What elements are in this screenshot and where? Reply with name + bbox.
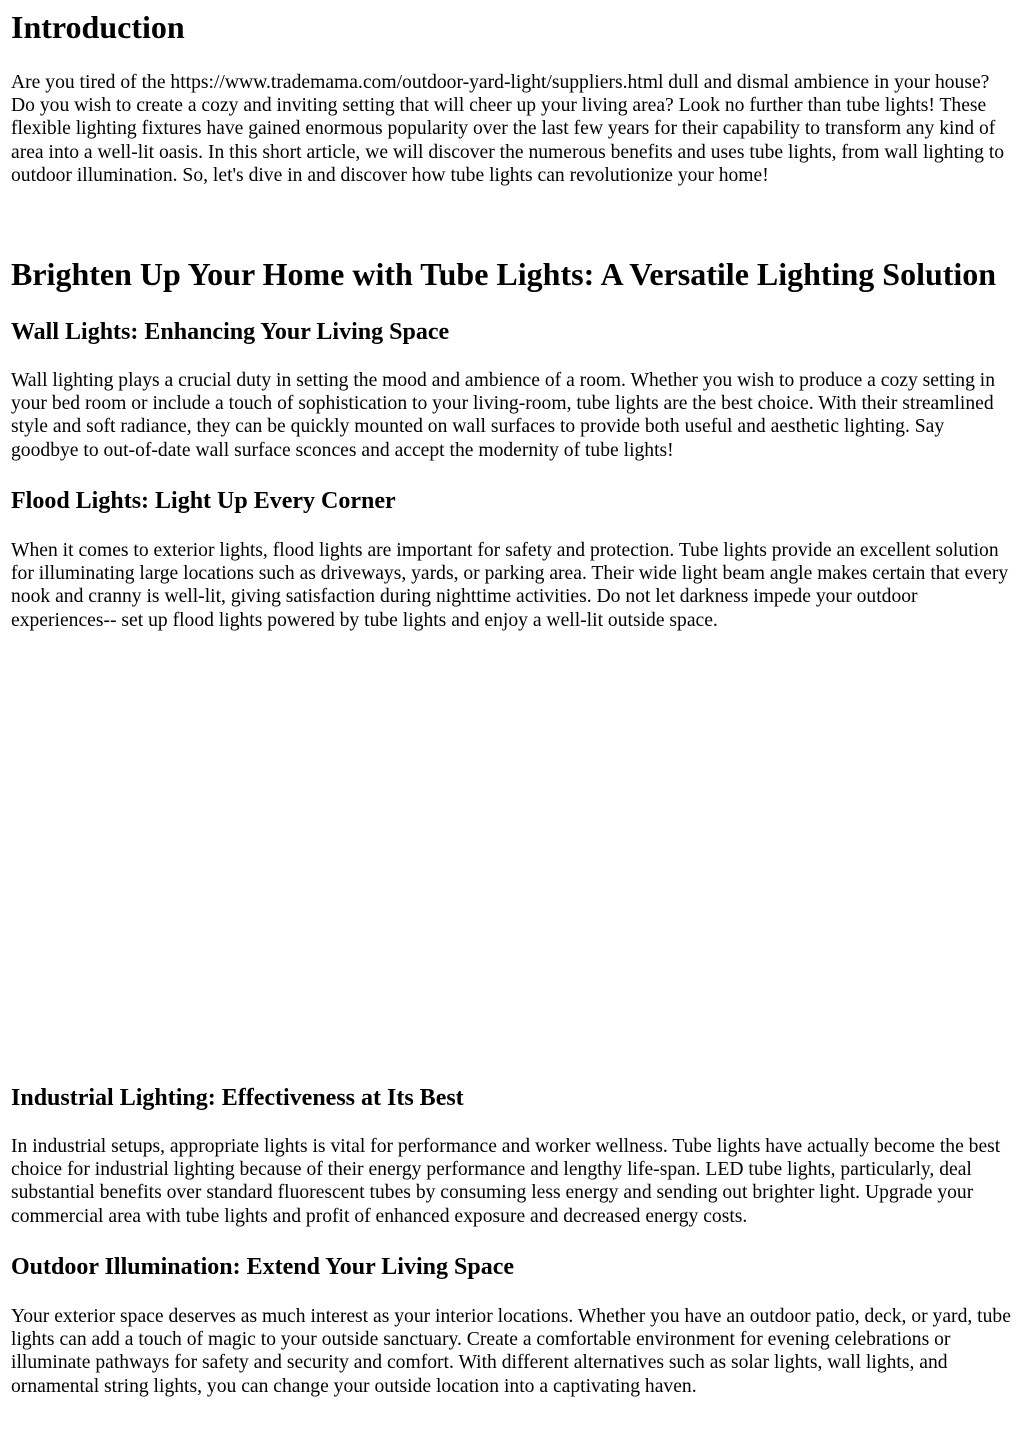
embedded-media-area xyxy=(11,650,1011,1070)
intro-heading: Introduction xyxy=(11,9,185,45)
intro-paragraph: Are you tired of the https://www.trademama.com/outdoor-yard-light/suppliers.html dull and dismal ambience in your house? Do you wish to create a cozy and inviting setting that will cheer up your living area? Look no further than tube lights! These flexible lighting fixtures have gained enormous popularity over the last few years for their capability to transform any kind of area into a well-lit oasis. In this short article, we will discover the numerous benefits and uses tube lights, from wall lighting to outdoor illumination. So, let's dive in and discover how tube lights can revolutionize your home! xyxy=(11,72,1005,186)
main-heading: Brighten Up Your Home with Tube Lights: A Versatile Lighting Solution xyxy=(11,256,997,292)
industrial-lighting-paragraph: In industrial setups, appropriate lights is vital for performance and worker wellness. Tube lights have actually become the best choice for industrial lighting because of their energy performance and lengthy life-span. LED tube lights, particularly, deal substantial benefits over standard fluorescent tubes by consuming less energy and sending out brighter light. Upgrade your commercial area with tube lights and profit of enhanced exposure and decreased energy costs. xyxy=(11,1136,1001,1227)
flood-lights-paragraph: When it comes to exterior lights, flood lights are important for safety and protection. Tube lights provide an excellent solution for illuminating large locations such as driveways, yards, or parking area. Their wide light beam angle makes certain that every nook and cranny is well-lit, giving satisfaction during nighttime activities. Do not let darkness impede your outdoor experiences-- set up flood lights powered by tube lights and enjoy a well-lit outside space. xyxy=(11,540,1009,631)
outdoor-illumination-heading: Outdoor Illumination: Extend Your Living Space xyxy=(11,1254,514,1280)
wall-lights-paragraph: Wall lighting plays a crucial duty in setting the mood and ambience of a room. Whether you wish to produce a cozy setting in your bed room or include a touch of sophistication to your living-room, tube lights are the best choice. With their streamlined style and soft radiance, they can be quickly mounted on wall surfaces to provide both useful and aesthetic lighting. Say goodbye to out-of-date wall surface sconces and accept the modernity of tube lights! xyxy=(11,370,996,461)
wall-lights-heading: Wall Lights: Enhancing Your Living Space xyxy=(11,319,450,345)
industrial-lighting-heading: Industrial Lighting: Effectiveness at Its Best xyxy=(11,1085,464,1111)
flood-lights-heading: Flood Lights: Light Up Every Corner xyxy=(11,488,396,514)
outdoor-illumination-paragraph: Your exterior space deserves as much interest as your interior locations. Whether you have an outdoor patio, deck, or yard, tube lights can add a touch of magic to your outside sanctuary. Create a comfortable environment for evening celebrations or illuminate pathways for safety and security and comfort. With different alternatives such as solar lights, wall lights, and ornamental string lights, you can change your outside location into a captivating haven. xyxy=(11,1306,1011,1397)
